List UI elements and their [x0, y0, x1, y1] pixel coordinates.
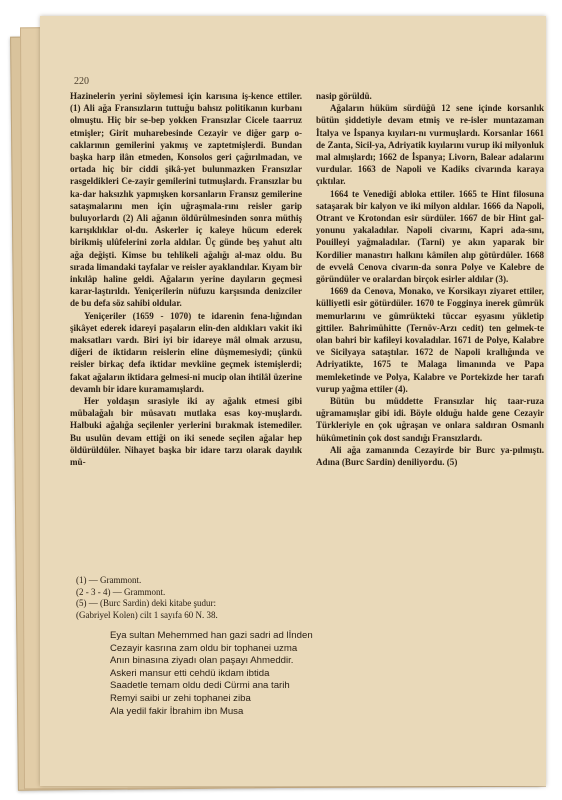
paragraph: 1664 te Venediği abloka ettiler. 1665 te Hint filosuna sataşarak bir kalyon ve iki milyon aldılar. 1666 da Napoli, Otrant ve Krotondan esir sürdüler. 1667 de bir Hint gal-yonunu yakaladılar. Napoli civarını, Kapri ada-sını, Pouilleyi yağmaladılar. (Tarni) ye akın yaparak bir Kordilier manastırı halkını kâmilen alıp götürdüler. 1668 de evvelâ Cenova civarın-da sonra Polye ve Kalebre de göründüler ve oralardan birçok esirler aldılar (3). — [316, 188, 544, 285]
footnote: (Gabriyel Kolen) cilt 1 sayıfa 60 N. 38. — [76, 609, 218, 620]
paragraph: Ağaların hüküm sürdüğü 12 sene içinde korsanlık bütün şiddetiyle devam etmiş ve re-isler muntazaman İtalya ve İspanya kıyıları-nı vurmuşlardı. Korsanlar 1661 de Zanta, Sicil-ya, Adriyatik kıyılarını vurup iki milyonluk mal almışlardı; 1662 de İspanya; Livorn, Balear adalarını vurdular. 1663 de Napoli ve Kadiks civarında karaya çıktılar. — [316, 103, 544, 187]
footnotes — [76, 575, 306, 621]
paragraph: Her yoldaşın sırasiyle iki ay ağalık etmesi gibi mübalağalı bir müsavatı mutlaka esas koy-muşlardı. Halbuki ağalığa seçilenler yerlerini bırakmak istemediler. Bu usulün devam ettiği on iki senede seçilen ağalar hep öldürüldüler. Nihayet başka bir idare tarzı olarak dayılık mü- — [70, 396, 302, 468]
verse-line: Askeri mansur etti cehdü ikdam ibtida — [110, 667, 270, 679]
page-number: 220 — [74, 76, 89, 87]
left-column — [70, 90, 302, 468]
footnote: (5) — (Burc Sardin) deki kitabe şudur: — [76, 598, 216, 609]
paragraph: nasip görüldü. — [316, 91, 372, 101]
paragraph: 1669 da Cenova, Monako, ve Korsikayı ziyaret ettiler, külliyetli esir götürdüler. 1670 te Fogginya inerek gümrük memurlarını ve gümrükteki tüccar eşyasını yükletip gittiler. Bahrimühitte (Ternöv-Arzı cedit) ten gelmek-te olan bahri bir kafileyi kovaladılar. 1671 de Polye, Kalabre ve Sicilyaya sataştılar. 1672 de Napoli krallığında ve Adriyatikte, 1675 te Malaga limanında ve Papa memleketinde ve Polya, Kalabre ve Portekizde her tarafı vurup yağma ettiler (4). — [316, 286, 544, 394]
verse-line: Eya sultan Mehemmed han gazi sadri ad lİnden — [110, 630, 313, 641]
verse-line: Anın binasına ziyadı olan paşayı Ahmeddir. — [110, 655, 294, 667]
footnote: (1) — Grammont. — [76, 575, 142, 585]
paragraph: Bütün bu müddette Fransızlar hiç taar-ruza uğramamışlar gibi idi. Böyle olduğu halde gene Cezayir Türkleriyle en çok uğraşan ve onlara saldıran Osmanlı hükûmetinin çok dost sandığı Fransızlardı. — [316, 396, 544, 443]
right-column — [316, 90, 544, 468]
footnote: (2 - 3 - 4) — Grammont. — [76, 586, 166, 597]
verse-line: Remyi saibi ur zehi tophanei ziba — [110, 692, 251, 704]
verse-line: Ala yedil fakir İbrahim ibn Musa — [110, 705, 244, 717]
verse-line: Cezayir kasrına zam oldu bir tophanei uzma — [110, 642, 298, 654]
inscription-verse — [110, 630, 410, 718]
paragraph: Yeniçeriler (1659 - 1070) te idarenin fena-lığından şikâyet ederek idareyi paşaların elin-den aldıkları vakit iki maksatları vardı. Biri iyi bir idareye mâl olmak arzusu, diğeri de iktidarın reislerin eline düşmemesiydi; çünkü reisler birkaç defa iktidar mevkiine geçmek istemişlerdi; fakat ağaların iktidara gelmesi-ni mucip olan ihtilâl üzerine devamlı bir idare kuramamışlardı. — [70, 310, 302, 394]
verse-line: Saadetle temam oldu dedi Cürmi ana tarih — [110, 680, 290, 692]
paragraph: Hazinelerin yerini söylemesi için karısına iş-kence ettiler. (1) Ali ağa Fransızların tuttuğu bahsız politikanın kurbanı olmuştu. Hiç bir se-bep yokken Fransızlar Cicele taarruz etmişler; Girit muharebesinde Cezayir ve diğer garp o-caklarının gemilerini yakmış ve zaptetmişlerdi. Bundan başka harp ilân etmeden, Konsolos geri çağırılmadan, ve ortada hiç bir ciddi şikâ-yet bulunmazken Fransızlar rasgeldikleri Ce-zayir gemilerini tutmuşlardı. Fransızlar bu ka-dar haksızlık yapmışken korsanların Fransız gemilerine sataşmalarını men için uğraşmala-rını reisler garip buluyorlardı (2) Ali ağanın öldürülmesinden sonra müthiş karışıklıklar ol-du. Askerler iç kaleye hücum ederek birikmiş ulûfelerini zorla aldılar. Üç günde beş yahut altı ağa değişti. Kimse bu tehlikeli ağalığı al-maz oldu. Bu sırada limandaki tayfalar ve reisler ayaklandılar. Kıyam bir inkılâp haline geldi. Ağaların yerine dayıların geçmesi karar-laştırıldı. Yeniçerilerin nüfuzu karşısında denizciler de bu defa söz sahibi oldular. — [70, 91, 302, 309]
paragraph: Ali ağa zamanında Cezayirde bir Burc ya-pılmıştı. Adına (Burc Sardin) deniliyordu. (5) — [316, 444, 544, 468]
